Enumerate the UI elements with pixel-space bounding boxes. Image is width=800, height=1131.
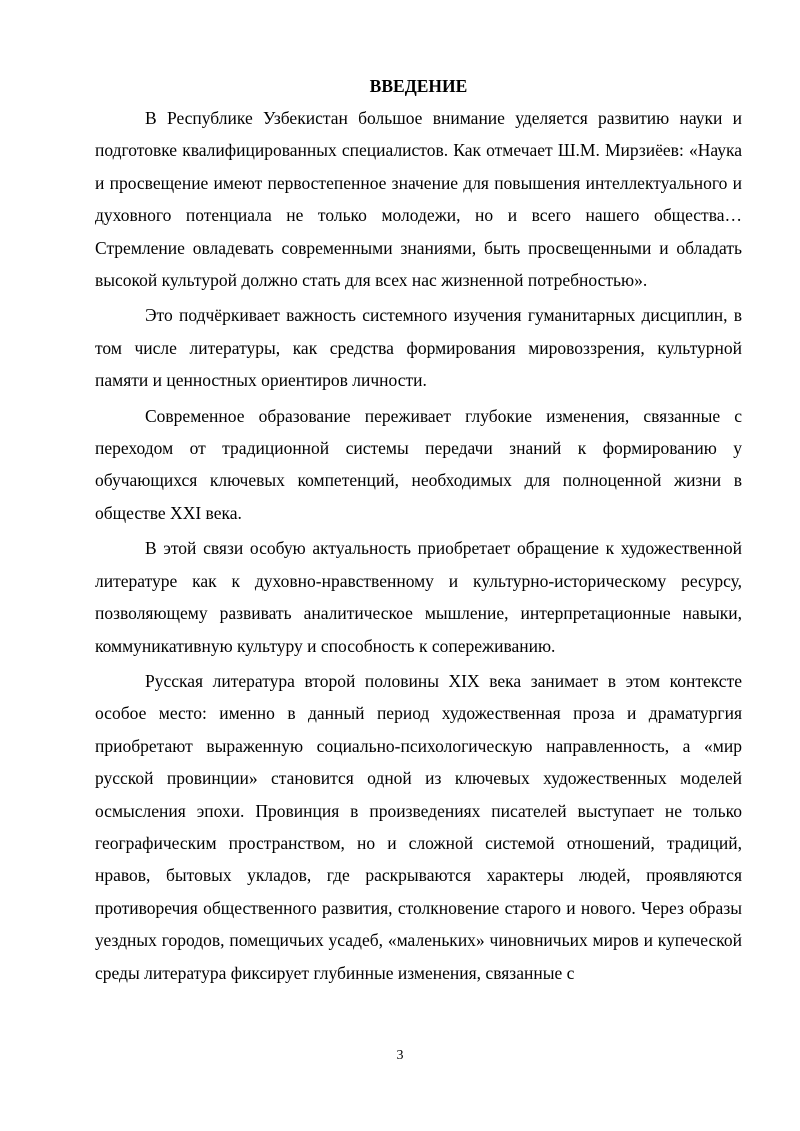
page-number: 3 [396,1048,404,1063]
paragraph-education: Современное образование переживает глубокие изменения, связанные с переходом от традиционной системы передачи знаний к формированию у обучающихся ключевых компетенций, необходимых для полноценной жизни в обществе XXI века. [95,405,742,523]
paragraph-intro: В Республике Узбекистан большое внимание уделяется развитию науки и подготовке квалифицированных специалистов. Как отмечает Ш.М. Мирзиёев: «Наука и просвещение имеют первостепенное значение для повышения интеллектуального и духовного потенциала не только молодежи, но и всего нашего общества… Стремление овладевать современными знаниями, быть просвещенными и обладать высокой культурой должно стать для всех нас жизненной потребностью». [95,108,742,291]
document-page [95,74,742,992]
paragraph-russian-literature: Русская литература второй половины XIX века занимает в этом контексте особое место: именно в данный период художественная проза и драматургия приобретают выраженную социально-психологическую направленность, а «мир русской провинции» становится одной из ключевых художественных моделей осмысления эпохи. Провинция в произведениях писателей выступает не только географическим пространством, но и сложной системой отношений, традиций, нравов, бытовых укладов, где раскрываются характеры людей, проявляются противоречия общественного развития, столкновение старого и нового. Через образы уездных городов, помещичьих усадеб, «маленьких» чиновничьих миров и купеческой среды литература фиксирует глубинные изменения, связанные с [95,670,742,983]
section-title: ВВЕДЕНИЕ [369,76,468,96]
paragraph-relevance: В этой связи особую актуальность приобретает обращение к художественной литературе как к духовно-нравственному и культурно-историческому ресурсу, позволяющему развивать аналитическое мышление, интерпретационные навыки, коммуникативную культуру и способность к сопереживанию. [95,538,742,656]
paragraph-humanities: Это подчёркивает важность системного изучения гуманитарных дисциплин, в том числе литературы, как средства формирования мировоззрения, культурной памяти и ценностных ориентиров личности. [95,305,742,391]
